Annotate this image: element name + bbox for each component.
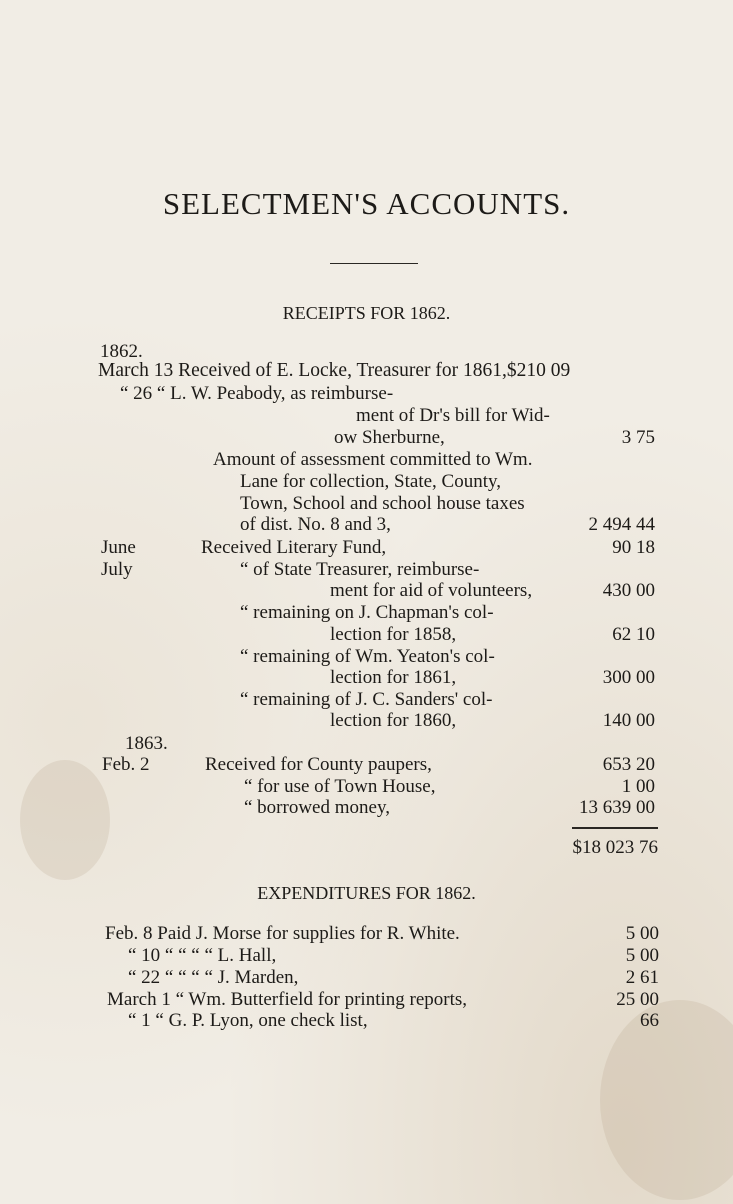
paper-stain [600, 1000, 733, 1200]
amount: 653 20 [602, 754, 655, 775]
receipt-line: “ remaining of Wm. Yeaton's col- [240, 646, 495, 667]
amount: 13 639 00 [579, 797, 655, 818]
receipt-line: lection for 1860, [330, 710, 457, 731]
year-label: 1863. [125, 733, 168, 754]
amount: 5 00 [625, 923, 659, 944]
receipt-line: March 13 Received of E. Locke, Treasurer for 1861,$210 09 [98, 360, 571, 381]
amount: 1 00 [621, 776, 655, 797]
receipt-line: “ of State Treasurer, reimburse- [240, 559, 480, 580]
receipt-line: “ remaining on J. Chapman's col- [240, 602, 494, 623]
receipt-line: Received Literary Fund, [201, 537, 387, 558]
expenditure-line: “ 22 “ “ “ “ J. Marden, [128, 967, 299, 988]
receipt-line: Amount of assessment committed to Wm. [213, 449, 533, 470]
sum-rule [572, 827, 658, 829]
receipt-line: “ borrowed money, [244, 797, 390, 818]
amount: 90 18 [612, 537, 655, 558]
receipt-line: Lane for collection, State, County, [240, 471, 501, 492]
receipts-heading: RECEIPTS FOR 1862. [282, 303, 451, 323]
receipt-line: “ for use of Town House, [244, 776, 436, 797]
receipt-line: lection for 1861, [330, 667, 457, 688]
title-rule [330, 263, 418, 264]
expenditure-line: “ 10 “ “ “ “ L. Hall, [128, 945, 277, 966]
receipt-line: “ 26 “ L. W. Peabody, as reimburse- [120, 383, 394, 404]
amount: 25 00 [616, 989, 659, 1010]
paper-stain [20, 760, 110, 880]
receipt-line: Received for County paupers, [205, 754, 432, 775]
amount: 66 [640, 1010, 659, 1031]
amount: 5 00 [625, 945, 659, 966]
amount: 2 61 [625, 967, 659, 988]
receipt-line: ment for aid of volunteers, [330, 580, 533, 601]
expenditure-line: March 1 “ Wm. Butterfield for printing reports, [107, 989, 468, 1010]
receipt-line: lection for 1858, [330, 624, 457, 645]
receipt-line: ment of Dr's bill for Wid- [356, 405, 550, 426]
expenditures-heading: EXPENDITURES FOR 1862. [257, 883, 476, 903]
amount: 140 00 [602, 710, 655, 731]
receipts-total: $18 023 76 [572, 837, 658, 858]
amount: 430 00 [602, 580, 655, 601]
amount: 3 75 [621, 427, 655, 448]
amount: 300 00 [602, 667, 655, 688]
receipt-line: “ remaining of J. C. Sanders' col- [240, 689, 493, 710]
expenditure-line: Feb. 8 Paid J. Morse for supplies for R. White. [105, 923, 460, 944]
receipt-line: Town, School and school house taxes [240, 493, 525, 514]
receipt-line: of dist. No. 8 and 3, [240, 514, 391, 535]
month-label: July [101, 559, 133, 580]
page-title: SELECTMEN'S ACCOUNTS. [162, 186, 571, 221]
amount: 62 10 [612, 624, 655, 645]
expenditure-line: “ 1 “ G. P. Lyon, one check list, [128, 1010, 368, 1031]
month-label: June [101, 537, 136, 558]
receipt-line: ow Sherburne, [334, 427, 445, 448]
amount: 2 494 44 [588, 514, 655, 535]
year-label: 1862. [100, 341, 143, 362]
month-label: Feb. 2 [102, 754, 150, 775]
